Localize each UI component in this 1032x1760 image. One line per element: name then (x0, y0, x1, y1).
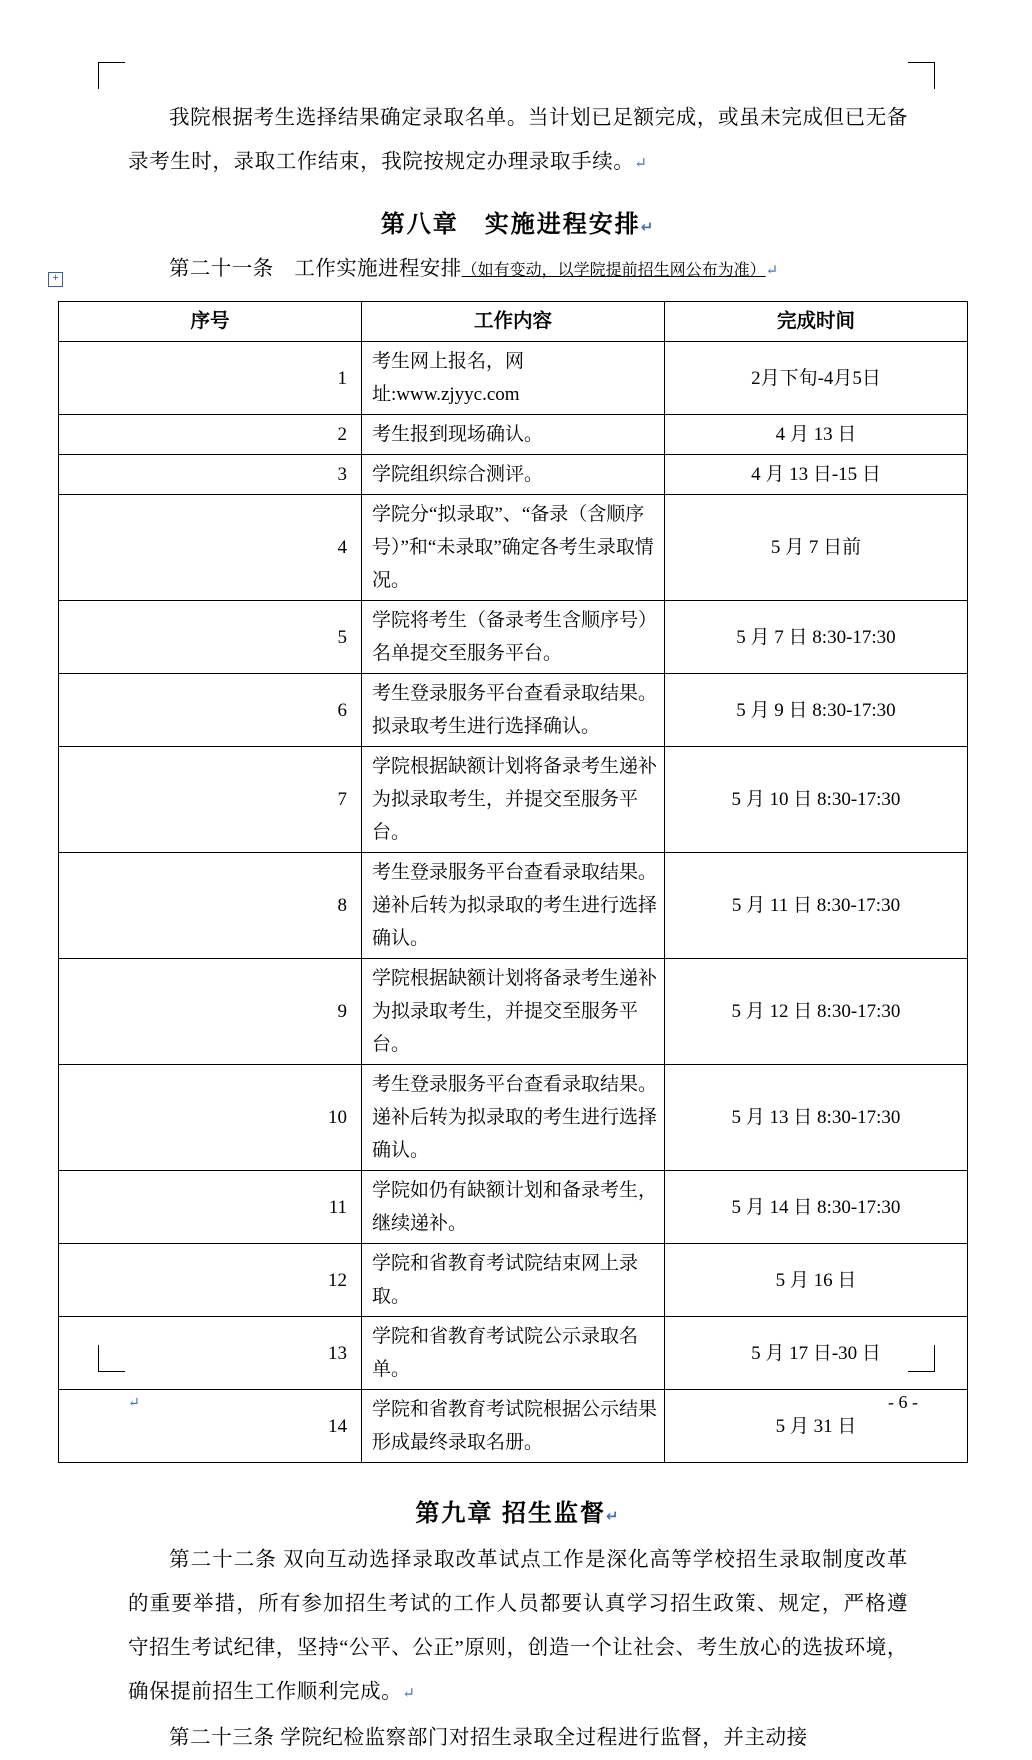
cell-content: 学院将考生（备录考生含顺序号）名单提交至服务平台。 (362, 601, 665, 674)
paragraph-mark-icon: ↵ (765, 263, 779, 279)
cell-time: 2月下旬-4月5日 (665, 342, 968, 415)
cell-no: 11 (59, 1171, 362, 1244)
cell-content: 考生登录服务平台查看录取结果。拟录取考生进行选择确认。 (362, 674, 665, 747)
table-row (59, 747, 968, 853)
table-row (59, 342, 968, 415)
column-header-no: 序号 (59, 302, 362, 342)
table-row (59, 853, 968, 959)
cell-time: 5 月 7 日前 (665, 495, 968, 601)
cell-no: 1 (59, 342, 362, 415)
cell-no: 13 (59, 1317, 362, 1390)
table-move-handle-icon[interactable]: + (48, 272, 63, 287)
paragraph-mark-icon: ↵ (128, 1396, 140, 1411)
paragraph-mark-icon: ↵ (634, 156, 648, 172)
cell-time: 4 月 13 日 (665, 415, 968, 455)
column-header-content: 工作内容 (362, 302, 665, 342)
document-content (128, 96, 908, 1760)
cell-content: 学院组织综合测评。 (362, 455, 665, 495)
cell-time: 5 月 7 日 8:30-17:30 (665, 601, 968, 674)
table-row (59, 959, 968, 1065)
cell-no: 4 (59, 495, 362, 601)
cell-no: 14 (59, 1390, 362, 1463)
cell-content: 考生网上报名，网址:www.zjyyc.com (362, 342, 665, 415)
table-row (59, 1317, 968, 1390)
cell-no: 8 (59, 853, 362, 959)
cell-content: 学院分“拟录取”、“备录（含顺序号）”和“未录取”确定各考生录取情况。 (362, 495, 665, 601)
cell-no: 9 (59, 959, 362, 1065)
cell-time: 5 月 10 日 8:30-17:30 (665, 747, 968, 853)
cell-content: 考生登录服务平台查看录取结果。递补后转为拟录取的考生进行选择确认。 (362, 853, 665, 959)
page-footer (128, 1392, 918, 1412)
article-21-note: （如有变动，以学院提前招生网公布为准） (461, 262, 766, 279)
table-row (59, 1171, 968, 1244)
cell-no: 12 (59, 1244, 362, 1317)
cell-time: 5 月 13 日 8:30-17:30 (665, 1065, 968, 1171)
cell-content: 学院根据缺额计划将备录考生递补为拟录取考生，并提交至服务平台。 (362, 959, 665, 1065)
table-row (59, 495, 968, 601)
crop-mark-top-right (908, 62, 935, 89)
cell-time: 5 月 17 日-30 日 (665, 1317, 968, 1390)
table-row (59, 601, 968, 674)
cell-content: 考生登录服务平台查看录取结果。递补后转为拟录取的考生进行选择确认。 (362, 1065, 665, 1171)
intro-paragraph: 我院根据考生选择结果确定录取名单。当计划已足额完成，或虽未完成但已无备录考生时，录取工作结束，我院按规定办理录取手续。↵ (128, 107, 908, 173)
cell-no: 2 (59, 415, 362, 455)
chapter-8-title: 第八章 实施进程安排↵ (380, 211, 656, 238)
cell-time: 5 月 31 日 (665, 1390, 968, 1463)
table-header-row (59, 302, 968, 342)
table-row (59, 674, 968, 747)
paragraph-mark-icon: ↵ (640, 219, 656, 236)
cell-time: 4 月 13 日-15 日 (665, 455, 968, 495)
cell-content: 学院和省教育考试院公示录取名单。 (362, 1317, 665, 1390)
cell-time: 5 月 16 日 (665, 1244, 968, 1317)
table-row (59, 455, 968, 495)
page-number: - 6 - (888, 1392, 918, 1412)
article-21-line: 第二十一条 工作实施进程安排（如有变动，以学院提前招生网公布为准）↵ (169, 258, 779, 280)
crop-mark-top-left (98, 62, 125, 89)
cell-time: 5 月 12 日 8:30-17:30 (665, 959, 968, 1065)
paragraph-mark-icon: ↵ (402, 1686, 416, 1702)
cell-time: 5 月 9 日 8:30-17:30 (665, 674, 968, 747)
chapter-9-title: 第九章 招生监督↵ (415, 1500, 621, 1527)
cell-time: 5 月 14 日 8:30-17:30 (665, 1171, 968, 1244)
schedule-table (58, 301, 968, 1463)
table-row (59, 1065, 968, 1171)
cell-no: 3 (59, 455, 362, 495)
cell-content: 学院根据缺额计划将备录考生递补为拟录取考生，并提交至服务平台。 (362, 747, 665, 853)
cell-content: 考生报到现场确认。 (362, 415, 665, 455)
article-23-paragraph: 第二十三条 学院纪检监察部门对招生录取全过程进行监督，并主动接 (169, 1727, 808, 1749)
cell-content: 学院和省教育考试院根据公示结果形成最终录取名册。 (362, 1390, 665, 1463)
article-22-paragraph: 第二十二条 双向互动选择录取改革试点工作是深化高等学校招生录取制度改革的重要举措，所有参加招生考试的工作人员都要认真学习招生政策、规定，严格遵守招生考试纪律，坚持“公平、公正”原则，创造一个让社会、考生放心的选拔环境，确保提前招生工作顺利完成。↵ (128, 1549, 908, 1703)
cell-time: 5 月 11 日 8:30-17:30 (665, 853, 968, 959)
cell-no: 7 (59, 747, 362, 853)
column-header-time: 完成时间 (665, 302, 968, 342)
table-row (59, 415, 968, 455)
table-row (59, 1244, 968, 1317)
cell-content: 学院和省教育考试院结束网上录取。 (362, 1244, 665, 1317)
cell-content: 学院如仍有缺额计划和备录考生，继续递补。 (362, 1171, 665, 1244)
cell-no: 10 (59, 1065, 362, 1171)
paragraph-mark-icon: ↵ (606, 1508, 621, 1525)
cell-no: 6 (59, 674, 362, 747)
cell-no: 5 (59, 601, 362, 674)
